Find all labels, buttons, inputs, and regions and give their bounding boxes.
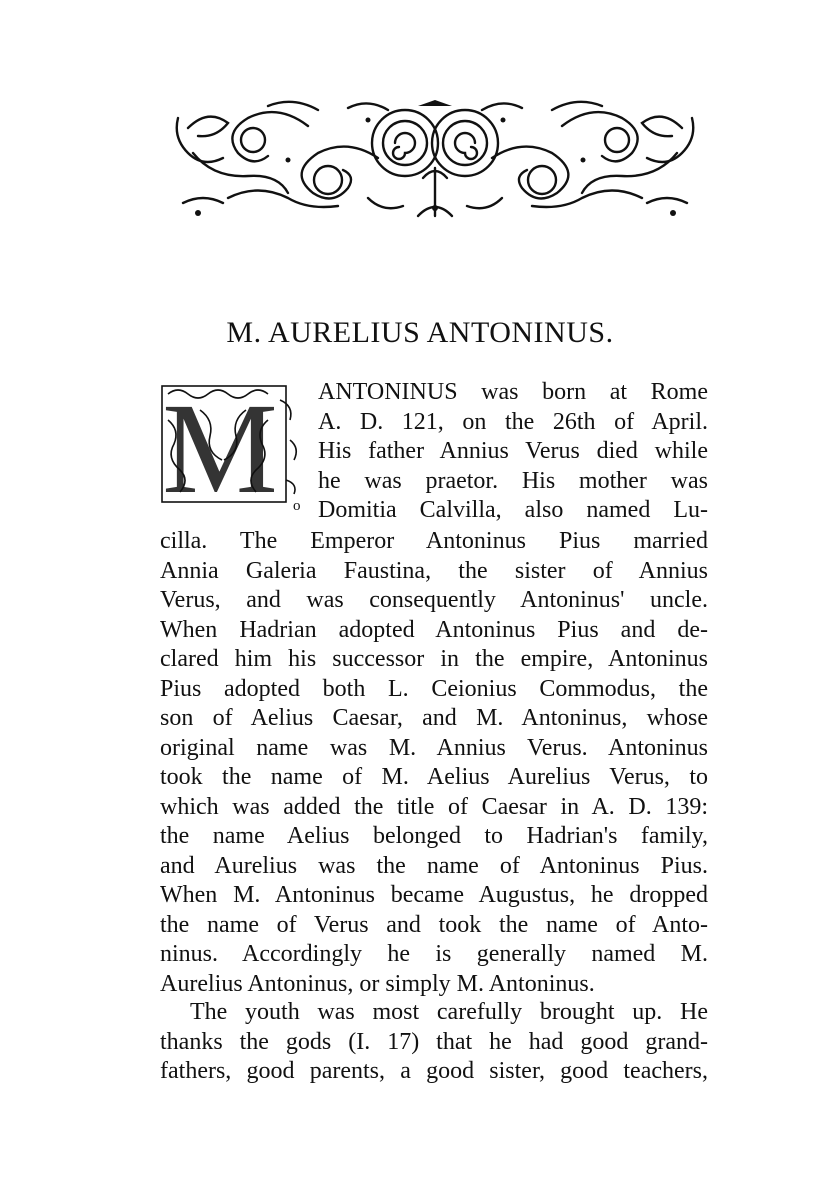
text-line: A. D. 121, on the 26th of April. (318, 408, 708, 435)
text-line: Verus, and was consequently Antoninus' uncle. (160, 587, 708, 613)
text-line: The youth was most carefully brought up. He (190, 999, 708, 1025)
text-line: fathers, good parents, a good sister, good teachers, (160, 1058, 708, 1084)
text-line: ANTONINUS was born at Rome (318, 379, 708, 405)
text-line: Pius adopted both L. Ceionius Commodus, the (160, 675, 708, 702)
text-line: Domitia Calvilla, also named Lu- (318, 497, 708, 523)
text-line: Annia Galeria Faustina, the sister of Annius (160, 557, 708, 584)
drop-cap-trailing: o (293, 498, 301, 514)
paragraph-1 (160, 527, 708, 999)
text-line: son of Aelius Caesar, and M. Antoninus, whose (160, 705, 708, 731)
text-line: ninus. Accordingly he is generally named M. (160, 941, 708, 967)
text-line: Aurelius Antoninus, or simply M. Antoninus. (160, 970, 595, 997)
text-line: original name was M. Annius Verus. Antoninus (160, 734, 708, 761)
text-line: and Aurelius was the name of Antoninus Pius. (160, 852, 708, 879)
text-line: clared him his successor in the empire, Antoninus (160, 646, 708, 672)
text-line: which was added the title of Caesar in A. D. 139: (160, 793, 708, 820)
drop-cap-m-icon (160, 380, 308, 512)
page-title: M. AURELIUS ANTONINUS. (226, 316, 614, 349)
paragraph-2 (160, 998, 708, 1087)
text-line: he was praetor. His mother was (318, 467, 708, 494)
text-line: the name of Verus and took the name of Anto- (160, 911, 708, 938)
text-line: the name Aelius belonged to Hadrian's family, (160, 823, 708, 849)
ornament-headpiece-icon (168, 98, 703, 223)
drop-cap-letter: M (162, 380, 278, 512)
paragraph-1-cap-lines (318, 378, 708, 526)
text-line: His father Annius Verus died while (318, 438, 708, 464)
text-line: thanks the gods (I. 17) that he had good grand- (160, 1028, 708, 1055)
text-line: When Hadrian adopted Antoninus Pius and de- (160, 616, 708, 643)
text-line: took the name of M. Aelius Aurelius Verus, to (160, 764, 708, 790)
text-line: When M. Antoninus became Augustus, he dropped (160, 882, 708, 908)
text-line: cilla. The Emperor Antoninus Pius married (160, 528, 708, 554)
